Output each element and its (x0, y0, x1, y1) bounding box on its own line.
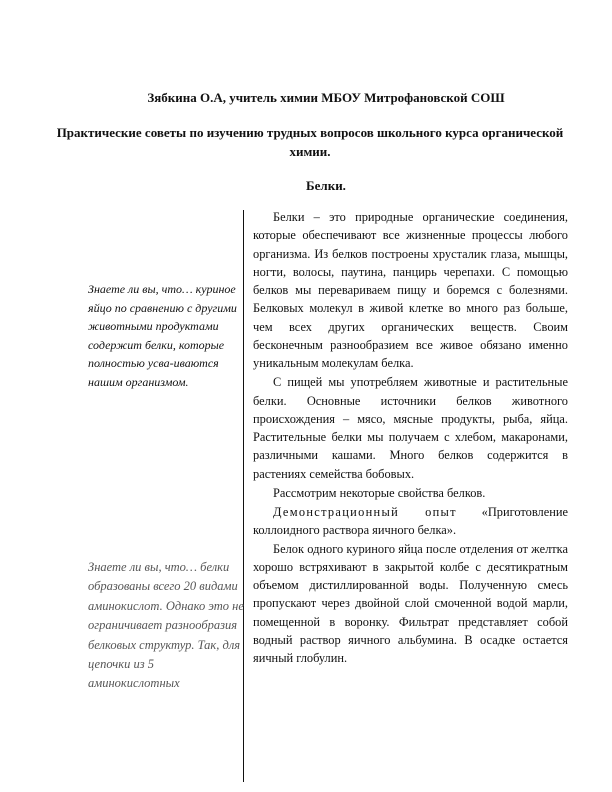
paragraph-demo-experiment (253, 503, 568, 540)
demo-experiment-title: «Приготовление коллоидного раствора яичного белка». (253, 505, 568, 538)
paragraph-experiment-procedure: Белок одного куриного яйца после отделения от желтка хорошо встряхивают в закрытой колбе с десятикратным объемом дистиллированной воды. Полученную смесь пропускают через двойной слой смоченной водой марли, помещенной в воронку. Фильтрат представляет собой водный раствор яичного альбумина. В осадке остается яичный глобулин. (253, 541, 568, 665)
sidebar-note-egg: Знаете ли вы, что… куриное яйцо по сравнению с другими животными продуктами содержит белки, которые полностью усва-иваются нашим организмом. (88, 282, 237, 389)
paragraph-protein-sources: С пищей мы употребляем животные и растительные белки. Основные источники белков животного происхождения – мясо, мясные продукты, рыба, яйца. Растительные белки мы получаем с хлебом, макаронами, различными кашами. Много белков содержится в растениях семейства бобовых. (253, 375, 568, 481)
paragraph-properties: Рассмотрим некоторые свойства белков. (273, 485, 486, 500)
document-title: Практические советы по изучению трудных вопросов школьного курса органической химии. (56, 125, 564, 159)
section-heading: Белки. (306, 178, 346, 193)
paragraph-proteins-intro: Белки – это природные органические соединения, которые обеспечивают все жизненные процессы любого организма. Из белков построены хрусталик глаза, мышцы, ногти, волосы, паутина, панцирь черепахи. С помощью белков мы перевариваем пищу и боремся с болезнями. Белковых молекул в живой клетке во много раз больше, чем всех других органических веществ. Своим бесконечным разнообразием все живое обязано именно уникальным молекулам белка. (253, 210, 568, 370)
author-line: Зябкина О.А, учитель химии МБОУ Митрофановской СОШ (147, 90, 505, 105)
sidebar-note-amino-acids: Знаете ли вы, что… белки образованы всего 20 видами аминокислот. Однако это не ограничивает разнообразия белковых структур. Так, для цепочки из 5 аминокислотных (88, 560, 244, 691)
main-text-column (253, 208, 568, 667)
demo-experiment-label: Демонстрационный опыт (273, 505, 457, 519)
